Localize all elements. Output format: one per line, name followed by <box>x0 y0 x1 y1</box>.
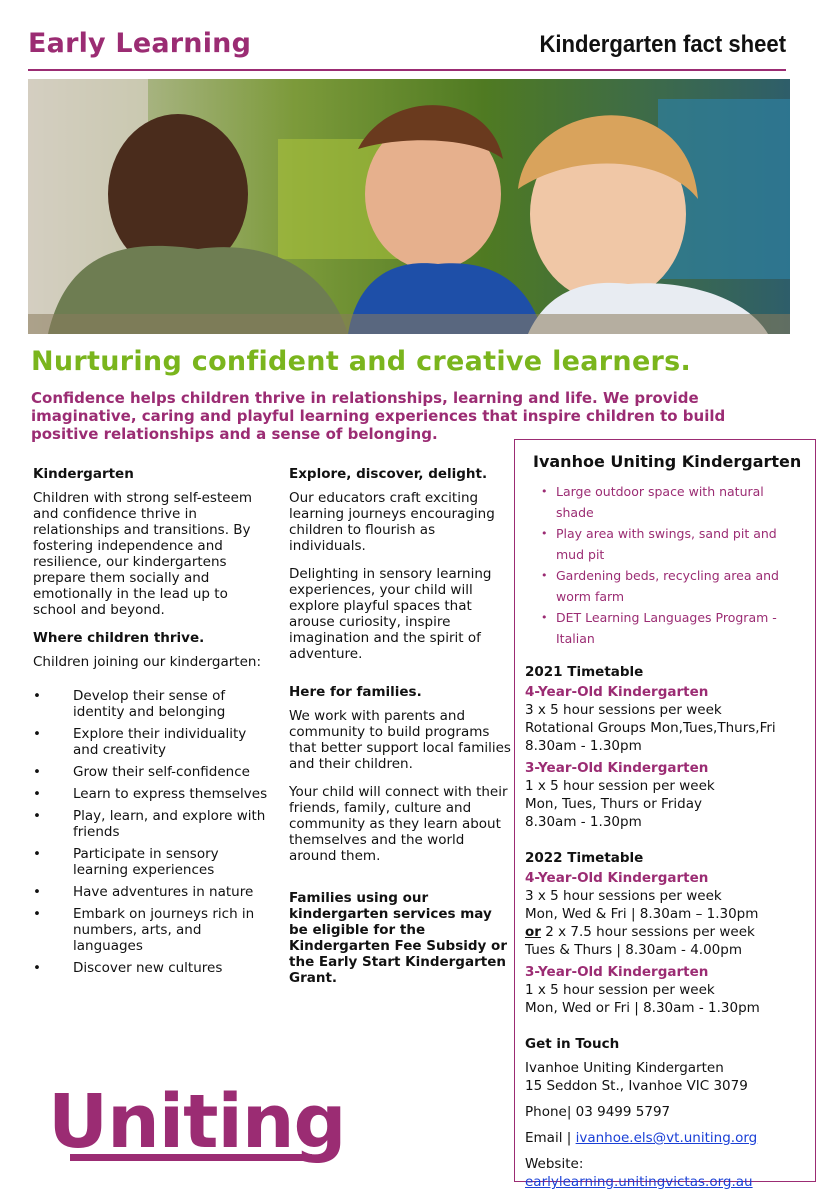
website-link[interactable]: earlylearning.unitingvictas.org.au <box>525 1174 753 1190</box>
contact-phone: Phone| 03 9499 5797 <box>525 1104 671 1120</box>
session-line: 8.30am - 1.30pm <box>525 814 642 830</box>
logo-wordmark: Uniting <box>48 1079 346 1165</box>
brand-title: Early Learning <box>28 28 252 59</box>
group-title: 3-Year-Old Kindergarten <box>525 760 709 776</box>
thrive-intro: Children joining our kindergarten: <box>33 654 262 670</box>
feature-item: • Large outdoor space with natural shade <box>537 481 805 523</box>
middle-column <box>289 466 511 998</box>
list-item: • Discover new cultures <box>33 960 273 976</box>
contact-website-row <box>525 1155 805 1191</box>
timetable-2021-four <box>525 683 805 755</box>
contact-section <box>525 1035 805 1191</box>
session-line: 1 x 5 hour session per week <box>525 982 715 998</box>
explore-paragraph-1: Our educators craft exciting learning journeys encouraging children to flourish as individuals. <box>289 490 495 554</box>
feature-item: • Gardening beds, recycling area and worm farm <box>537 565 805 607</box>
session-line <box>525 923 805 941</box>
session-line: Mon, Wed or Fri | 8.30am - 1.30pm <box>525 1000 760 1016</box>
session-line: 3 x 5 hour sessions per week <box>525 702 722 718</box>
families-paragraph-2: Your child will connect with their friends, family, culture and community as they learn about themselves and the world around them. <box>289 784 508 864</box>
session-line: 1 x 5 hour session per week <box>525 778 715 794</box>
session-line: 3 x 5 hour sessions per week <box>525 888 722 904</box>
session-line: Tues & Thurs | 8.30am - 4.00pm <box>525 942 742 958</box>
timetable-2022-heading: 2022 Timetable <box>525 850 644 866</box>
kindergarten-text: Children with strong self-esteem and confidence thrive in relationships and transitions. By fostering independence and resilience, our kindergartens prepare them socially and emotionally in the lead up to school and beyond. <box>33 490 253 618</box>
list-item: • Learn to express themselves <box>33 786 273 802</box>
session-line: 8.30am - 1.30pm <box>525 738 642 754</box>
left-column <box>33 466 273 982</box>
feature-item: • Play area with swings, sand pit and mud pit <box>537 523 805 565</box>
families-heading: Here for families. <box>289 684 422 700</box>
group-title: 4-Year-Old Kindergarten <box>525 870 709 886</box>
headline: Nurturing confident and creative learners. <box>31 346 692 377</box>
email-label: Email | <box>525 1130 576 1146</box>
list-item: • Embark on journeys rich in numbers, arts, and languages <box>33 906 273 954</box>
features-list <box>537 481 805 649</box>
subsidy-note: Families using our kindergarten services may be eligible for the Kindergarten Fee Subsidy or the Early Start Kindergarten Grant. <box>289 890 507 986</box>
timetable-2022-four <box>525 869 805 959</box>
timetable-2021-heading: 2021 Timetable <box>525 664 644 680</box>
explore-paragraph-2: Delighting in sensory learning experiences, your child will explore playful spaces that arouse curiosity, inspire imagination and the spirit of adventure. <box>289 566 492 662</box>
contact-email-row <box>525 1129 805 1147</box>
document-title: Kindergarten fact sheet <box>539 31 786 58</box>
explore-heading: Explore, discover, delight. <box>289 466 488 482</box>
header-divider <box>28 69 786 71</box>
contact-name: Ivanhoe Uniting Kindergarten <box>525 1060 724 1076</box>
contact-street: 15 Seddon St., Ivanhoe VIC 3079 <box>525 1078 748 1094</box>
group-title: 4-Year-Old Kindergarten <box>525 684 709 700</box>
list-item: • Play, learn, and explore with friends <box>33 808 273 840</box>
or-word: or <box>525 924 541 940</box>
kindergarten-heading: Kindergarten <box>33 466 134 482</box>
thrive-heading: Where children thrive. <box>33 630 205 646</box>
list-item: • Grow their self-confidence <box>33 764 273 780</box>
contact-address <box>525 1059 805 1095</box>
session-line: Mon, Wed & Fri | 8.30am – 1.30pm <box>525 906 759 922</box>
intro-text: Confidence helps children thrive in relationships, learning and life. We provide imaginative, caring and playful learning experiences that inspire children to build positive relationships and a sense of belonging. <box>31 389 726 443</box>
kindergarten-info-card <box>514 439 816 1190</box>
list-item: • Participate in sensory learning experiences <box>33 846 273 878</box>
contact-heading: Get in Touch <box>525 1036 620 1052</box>
session-line: Rotational Groups Mon,Tues,Thurs,Fri <box>525 720 776 736</box>
session-line: Mon, Tues, Thurs or Friday <box>525 796 702 812</box>
thrive-list <box>33 688 273 976</box>
feature-item: • DET Learning Languages Program - Italian <box>537 607 805 649</box>
timetable-2022-three <box>525 963 805 1017</box>
group-title: 3-Year-Old Kindergarten <box>525 964 709 980</box>
uniting-logo <box>48 1079 346 1165</box>
email-link[interactable]: ivanhoe.els@vt.uniting.org <box>575 1130 758 1146</box>
card-title: Ivanhoe Uniting Kindergarten <box>533 452 802 471</box>
session-text: 2 x 7.5 hour sessions per week <box>540 924 755 940</box>
list-item: • Have adventures in nature <box>33 884 273 900</box>
website-label: Website: <box>525 1156 584 1172</box>
hero-photo <box>28 79 790 334</box>
list-item: • Develop their sense of identity and belonging <box>33 688 273 720</box>
list-item: • Explore their individuality and creativity <box>33 726 273 758</box>
families-paragraph-1: We work with parents and community to build programs that better support local families and their children. <box>289 708 511 772</box>
timetable-2021-three <box>525 759 805 831</box>
